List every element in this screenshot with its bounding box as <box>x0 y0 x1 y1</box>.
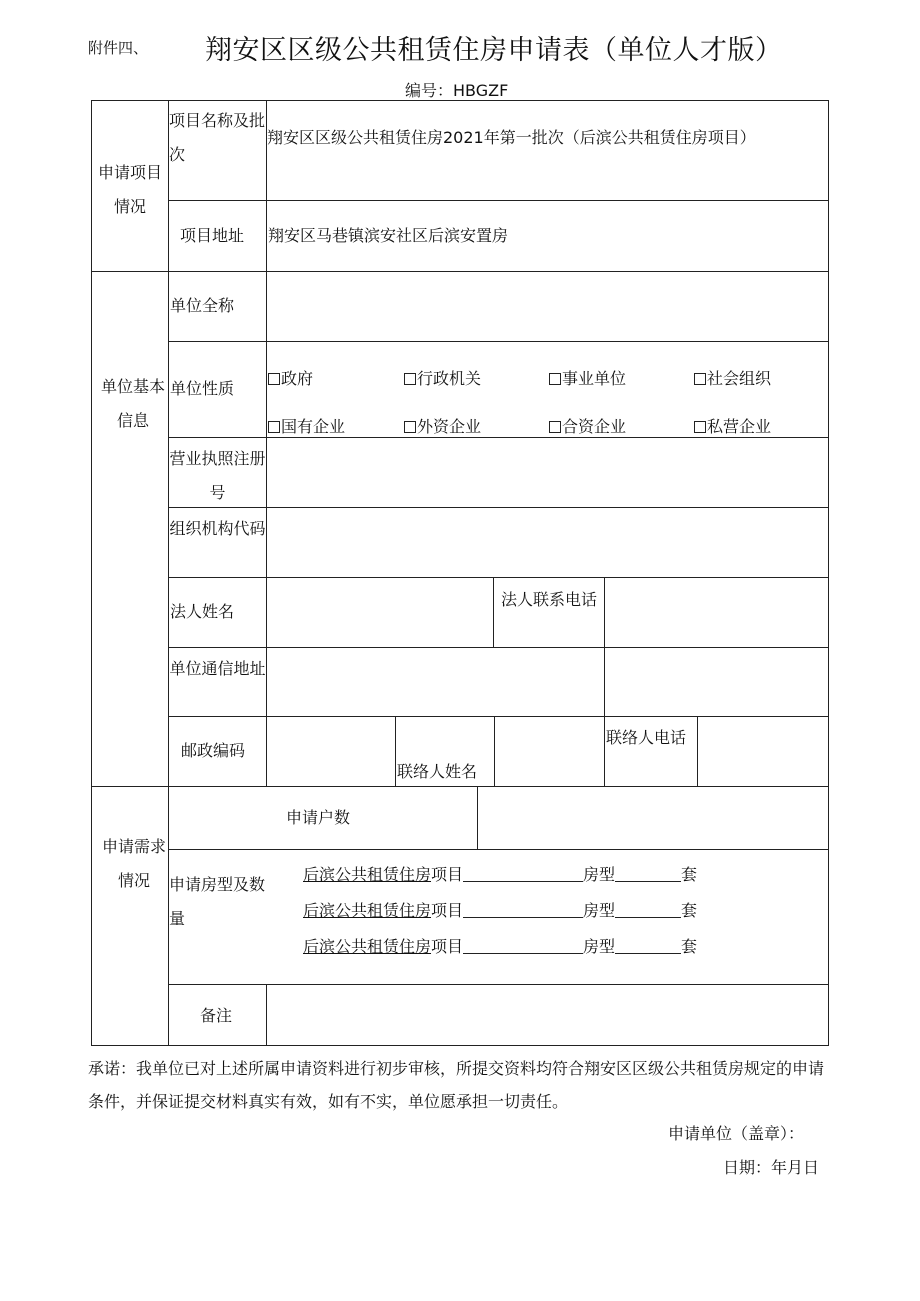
unit-full-name-label: 单位全称 <box>170 296 235 315</box>
org-code-label: 组织机构代码 <box>169 519 266 538</box>
attachment-label: 附件四、 <box>88 39 149 57</box>
license-label: 营业执照注册号 <box>169 449 266 502</box>
contact-phone-label: 联络人电话 <box>606 728 687 747</box>
checkbox-social-organization[interactable]: 社会组织 <box>694 366 771 389</box>
applicant-signature: 申请单位（盖章）： <box>668 1124 805 1143</box>
project-address-value: 翔安区马巷镇滨安社区后滨安置房 <box>268 226 509 245</box>
legal-phone-label: 法人联系电话 <box>500 590 597 609</box>
section-unit-label: 单位基本信息 <box>100 377 165 430</box>
room-line-1: 后滨公共租赁住房项目 房型 套 <box>303 865 698 884</box>
room-line-2: 后滨公共租赁住房项目 房型 套 <box>303 901 698 920</box>
serial-number: 编号：HBGZF <box>405 81 509 100</box>
contact-name-label: 联络人姓名 <box>397 762 478 781</box>
section-project-label: 申请项目情况 <box>97 163 162 216</box>
postcode-label: 邮政编码 <box>181 741 246 760</box>
legal-name-label: 法人姓名 <box>170 602 235 621</box>
project-name-value: 翔安区区级公共租赁住房2021年第一批次（后滨公共租赁住房项目） <box>267 128 756 147</box>
checkbox-private[interactable]: 私营企业 <box>694 414 771 437</box>
pledge-text: 承诺：我单位已对上述所属申请资料进行初步审核，所提交资料均符合翔安区区级公共租赁房规定的申请条件，并保证提交材料真实有效，如有不实，单位愿承担一切责任。 <box>88 1059 825 1111</box>
room-type-label: 申请房型及数量 <box>169 875 266 928</box>
form-title: 翔安区区级公共租赁住房申请表（单位人才版） <box>205 35 783 66</box>
checkbox-joint-venture[interactable]: 合资企业 <box>549 414 626 437</box>
notes-label: 备注 <box>200 1006 233 1025</box>
checkbox-public-institution[interactable]: 事业单位 <box>549 366 626 389</box>
checkbox-government[interactable]: 政府 <box>268 366 313 389</box>
date-line: 日期：年月日 <box>723 1158 820 1177</box>
section-demand-label: 申请需求情况 <box>102 837 167 890</box>
checkbox-administrative[interactable]: 行政机关 <box>404 366 481 389</box>
unit-address-label: 单位通信地址 <box>169 659 266 678</box>
project-name-label: 项目名称及批次 <box>169 111 266 164</box>
unit-nature-label: 单位性质 <box>170 379 235 398</box>
checkbox-state-owned[interactable]: 国有企业 <box>268 414 345 437</box>
room-line-3: 后滨公共租赁住房项目 房型 套 <box>303 937 698 956</box>
households-label: 申请户数 <box>286 808 351 827</box>
checkbox-foreign[interactable]: 外资企业 <box>404 414 481 437</box>
project-address-label: 项目地址 <box>180 226 245 245</box>
